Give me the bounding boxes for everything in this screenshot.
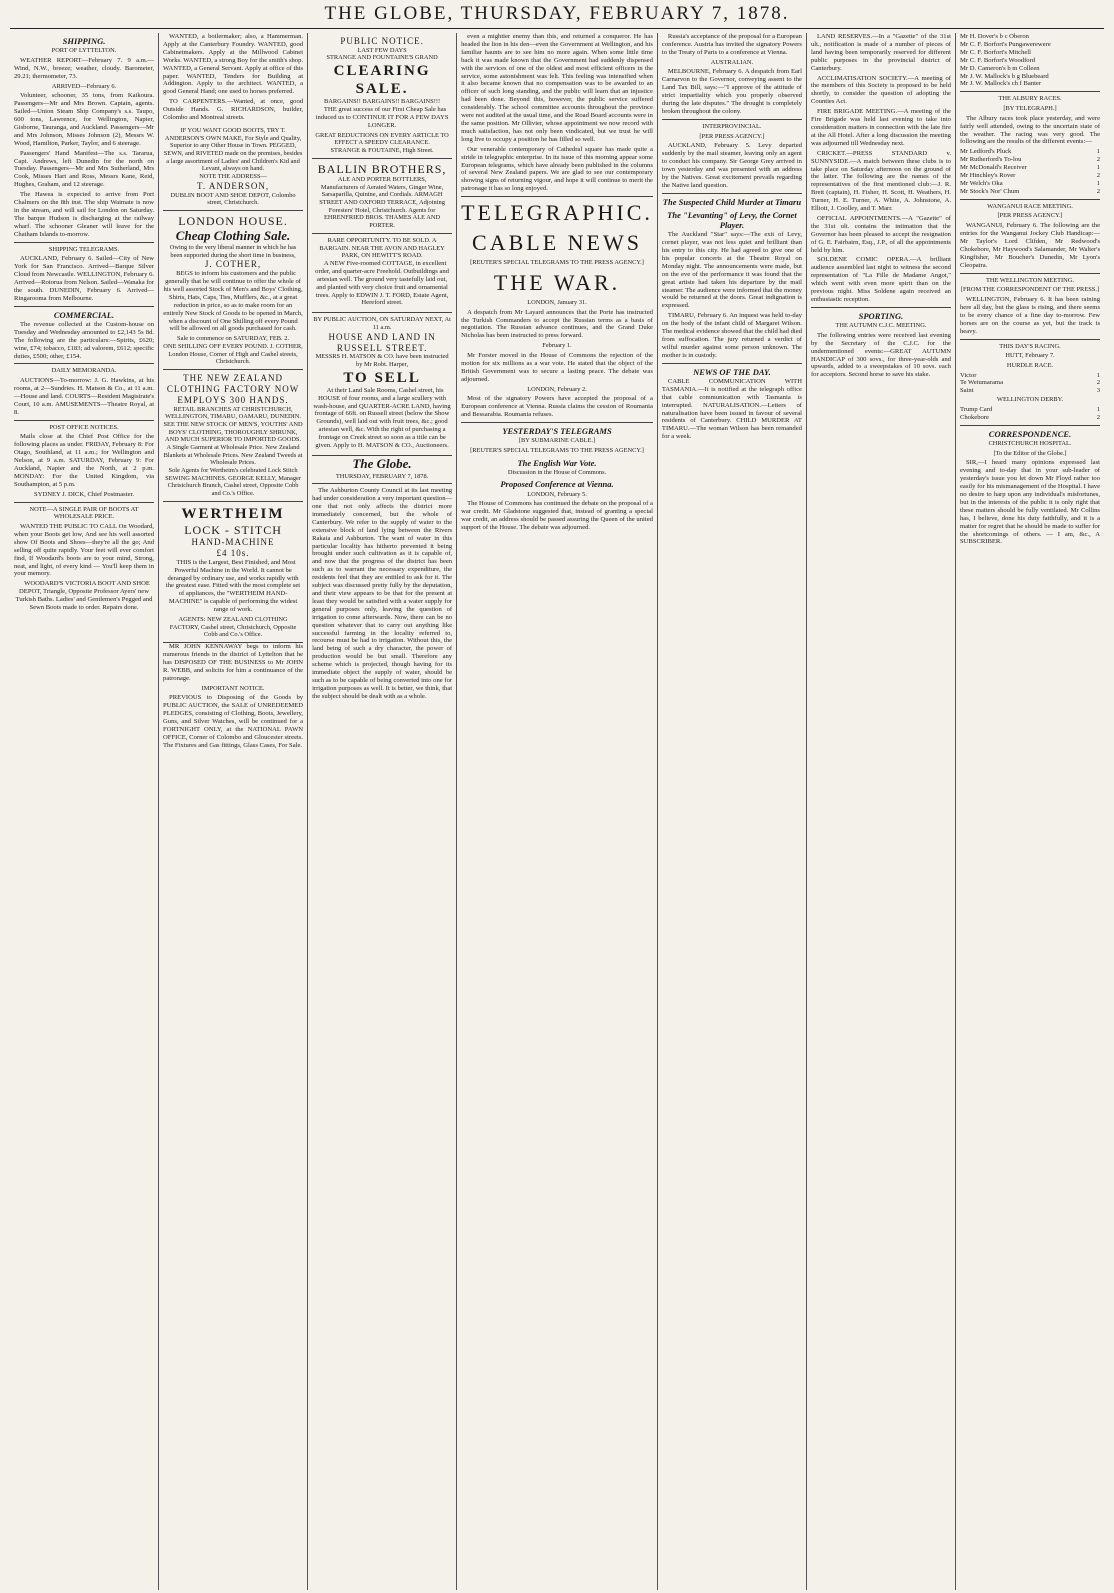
wertheim-ad: [163, 502, 303, 643]
london-house: LONDON HOUSE.: [178, 213, 288, 228]
boots-verse: WANTED THE PUBLIC TO CALL On Woodard, when your Boots get low, And see his well assorted show Of Boots and Shoes—they're all the go; And selling off quite rapidly. Your feet will ever comfort find, If Woodard's boots are to your mind, Strong, neat, and light, of every kind — You'll keep them in your memory.: [14, 522, 155, 578]
public-notice: PUBLIC NOTICE.: [340, 36, 424, 46]
clearing-sale: CLEARING SALE.: [333, 63, 431, 98]
shipping-telegrams-heading: SHIPPING TELEGRAMS.: [48, 245, 120, 253]
conference-dateline: LONDON, February 5.: [527, 490, 587, 498]
cother-name: J. COTHER,: [204, 259, 262, 270]
list-item: Mr C. F. Borfort's Woodford: [959, 56, 1036, 64]
column-3: [308, 33, 457, 1590]
sporting-heading: SPORTING.: [858, 310, 904, 321]
vote-heading: The English War Vote.: [517, 457, 597, 468]
shipping-heading: SHIPPING.: [62, 36, 106, 46]
column-2: [159, 33, 308, 1590]
nz-clothing-ad: [163, 370, 303, 502]
cheap-clothing: Cheap Clothing Sale.: [175, 228, 291, 244]
cother-intro: Owing to the very liberal manner in which he has been supported during the short time in business,: [169, 243, 297, 259]
list-item: Mr J. W. Mallock's b g Bluebeard: [959, 72, 1049, 80]
column-4: [457, 33, 658, 1590]
wertheim-agents: AGENTS: NEW ZEALAND CLOTHING FACTORY, Cashel street, Christchurch, Opposite Cobb and Co.'s Office.: [169, 616, 297, 639]
dublin-depot: DUBLIN BOOT AND SHOE DEPOT, Colombo street, Christchurch.: [170, 191, 296, 207]
post-office-heading: POST OFFICE NOTICES.: [49, 423, 119, 431]
acclimatisation: ACCLIMATISATION SOCIETY.—A meeting of the members of this Society is proposed to be held shortly, to consider the question of adopting the Counties Act.: [810, 74, 951, 106]
list-item: Mr Welch's Oka 1: [959, 179, 1101, 187]
wellington-credit: [FROM THE CORRESPONDENT OF THE PRESS.]: [960, 286, 1100, 294]
carpenters-ad: TO CARPENTERS.—Wanted, at once, good Outside Hands. G. RICHARDSON, builder, Colombo and Montreal streets.: [163, 98, 304, 122]
masthead: THE GLOBE, THURSDAY, FEBRUARY 7, 1878.: [10, 0, 1104, 29]
wanganui-credit: [PER PRESS AGENCY.]: [997, 212, 1063, 220]
branches: RETAIL BRANCHES AT CHRISTCHURCH, WELLINGTON, TIMARU, OAMARU, DUNEDIN.: [165, 405, 301, 421]
wertheim: WERTHEIM: [181, 505, 285, 522]
intercolonial-heading: INTERPROVINCIAL.: [702, 122, 762, 130]
post-office: Mails close at the Chief Post Office for the following places as under. FRIDAY, February 8: For Otago, Southland, at 11 a.m.; for Wellington and Nelson, at 9 a.m. SATURDAY, February 9: For Auckland, Napier and the North, at 2 p.m. MONDAY: For the United Kingdom, via Southampton, at 5 p.m.: [14, 433, 155, 488]
wanganui-heading: WANGANUI RACE MEETING.: [987, 202, 1073, 210]
handmachine: HAND-MACHINE: [191, 537, 275, 548]
wellington-heading: THE WELLINGTON MEETING.: [986, 276, 1074, 284]
austria-note: Russia's acceptance of the proposal for a European conference. Austria has invited the signatory Powers to the Treaty of Paris to a conference at Vienna.: [661, 33, 802, 56]
cother-foot: ONE SHILLING OFF EVERY POUND. J. COTHER, London House, Corner of High and Cashel streets, Christchurch.: [163, 343, 303, 366]
list-item: Saint 3: [959, 387, 1101, 395]
list-item: Mr Ledford's Pluck 1: [959, 148, 1101, 156]
cother-sale: Sale to commence on SATURDAY, FEB. 2.: [177, 335, 290, 343]
postmaster: SYDNEY J. DICK, Chief Postmaster.: [34, 490, 134, 498]
globe-title: The Globe.: [352, 455, 412, 471]
list-item: Mr McDonald's Receiver 1: [959, 164, 1101, 172]
ballin-body: Manufacturers of Aerated Waters, Ginger Wine, Sarsaparilla, Quinine, and Cordials. ARMAGH STREET AND OXFORD TERRACE, Adjoining Foresters' Hotel, Christchurch. Agents for EHRENFRIED BROS. THAMES ALE AND PORTER.: [319, 183, 445, 230]
yesterday-heading: YESTERDAY'S TELEGRAMS: [502, 426, 612, 437]
column-5: [658, 33, 807, 1590]
albury-heading: THE ALBURY RACES.: [998, 95, 1062, 103]
see-new-stock: SEE THE NEW STOCK OF MEN'S, YOUTHS' AND BOYS' CLOTHING, THOROUGHLY SHRUNK, AND MUCH SUPERIOR TO IMPORTED GOODS.: [163, 420, 303, 444]
todays-racing-heading: THIS DAY'S RACING.: [999, 342, 1061, 350]
war-dateline-1: LONDON, January 31.: [527, 298, 587, 306]
wertheim-price: £4 10s.: [216, 547, 250, 558]
cathedral-note: Our venerable contemporary of Cathedral square has made quite a stride in telegraphic enterprise. In its issue of this morning appear some European telegrams, which have already been published in the columns of several New Zealand papers. We are glad to see our contemporary showing signs of returning vigour, and hope it will continue to merit the patronage it has so long enjoyed.: [461, 145, 653, 193]
lockstitch: LOCK - STITCH: [184, 522, 282, 537]
boots-note: NOTE—A SINGLE PAIR OF BOOTS AT WHOLESALE PRICE.: [29, 505, 139, 521]
reuters-credit: [REUTER'S SPECIAL TELEGRAMS TO THE PRESS AGENCY.]: [470, 258, 644, 266]
firms: STRANGE AND FOUNTAINE'S GRAND: [326, 54, 438, 62]
list-item: Mr Rutherford's To-lou 2: [959, 156, 1101, 164]
conference-heading: Proposed Conference at Vienna.: [500, 479, 614, 490]
australian-heading: AUSTRALIAN.: [710, 58, 754, 66]
wellington-body: WELLINGTON, February 6. It has been raining here all day, but the glass is rising, and there seems to be every chance of a fine day to-morrow. Few horses are on the course as yet, but the track is heavy.: [959, 295, 1101, 335]
wholesale: A Single Garment at Wholesale Price. New Zealand Blankets at Wholesale Prices. New Zealand Tweeds at Wholesale Prices.: [163, 443, 303, 467]
levanting-heading: The "Levanting" of Levy, the Cornet Player.: [667, 209, 797, 231]
arrivals: Volunteer, schooner, 35 tons, from Kaikoura. Passengers—Mr and Mrs Brown. Captain, agents. Sailed—Union Steam Ship Company's s.s. Taupo, 600 tons, Lawrence, for Wellington, Napier, Gisborne, Tauranga, and Auckland. Passengers—Mr and Mrs Johnson, Misses Johnson (2), Messrs W. Wood, Hamilton, Parker, Taylor, and 6 steerage.: [14, 92, 155, 147]
weather-report: WEATHER REPORT—February 7. 9 a.m.—Wind, N.W., breeze; weather, cloudy. Barometer, 29.21; thermometer, 73.: [14, 56, 155, 80]
london-house-ad: [163, 211, 303, 370]
conference-body: The House of Commons has continued the debate on the proposal of a war credit. Mr Gladstone suggested that, instead of granting a special war credit, an address should be passed assuring the Queen of the united support of the House. The debate was adjourned.: [461, 500, 653, 532]
list-item: Victor 1: [959, 371, 1101, 379]
letter-body: SIR,—I heard many opinions expressed last evening and to-day that in your sub-leader of yesterday's issue you let down Mr Floyd rather too easily for his mismanagement of the Hospital. I have no desire to harp upon any individual's misfortunes, but in the interests of the public it is only right that these matters should be fully ventilated. Mr Collins has, I believe, done his duty faithfully, and it is a matter for regret that he should be made to suffer for the shortcomings of others. — I am, &c., A SUBSCRIBER.: [959, 459, 1101, 546]
important-body: PREVIOUS to Disposing of the Goods by PUBLIC AUCTION, the SALE of UNREDEEMED PLEDGES, consisting of Clothing, Boots, Jewellery, Guns, and Silver Watches, will be continued for a FORTNIGHT ONLY, at the NATIONAL PAWN OFFICE, Corner of Colombo and Gloucester streets. The Fixtures and Gas fittings, Glass Cases, For Sale.: [163, 694, 304, 749]
correspondence-heading: CORRESPONDENCE.: [988, 428, 1072, 439]
war-body-3: Most of the signatory Powers have accepted the proposal of a European conference at Vienna. Russia claims the cession of Roumania and Bessarabia. Roumania refuses.: [461, 395, 653, 419]
column-7: [956, 33, 1104, 1590]
discussion-heading: Discussion in the House of Commons.: [507, 468, 607, 476]
levy-body: The Auckland "Star" says:—The exit of Levy, cornet player, was not less quiet and brilliant than his entry to this city. He had agreed to give one of his popular concerts at the Theatre Royal on Monday night. The announcements were made, but on the eve of the performance it was found that the great artiste had taken his departure by the mail steamer. The audience were informed that the money would be returned at the doors. Great indignation is expressed.: [661, 231, 802, 310]
list-item: Mr D. Cameron's b m Colleen: [959, 64, 1040, 72]
official-appointments: OFFICIAL APPOINTMENTS.—A "Gazette" of the 31st ult. contains the intimation that the Governor has been pleased to accept the resignation of G. E. Fairbairn, Esq., J.P., of all the appointments held by him.: [810, 214, 951, 254]
cother-body: BEGS to inform his customers and the public generally that he will continue to offer the whole of his well assorted Stock of Men's and Boys' Clothing, Shirts, Hats, Caps, Ties, Mufflers, &c., at a great reduction in price, so as to make room for an entirely New Stock of Goods to be opened in March, when a discount of One Shilling off every Pound will be allowed on all goods purchased for cash.: [163, 270, 303, 333]
port-heading: PORT OF LYTTELTON.: [51, 47, 117, 55]
list-item: Chokebore 2: [959, 413, 1101, 421]
leader-article: The Ashburton County Council at its last meeting had under consideration a very important question—one that not only affects the district more immediately concerned, but the whole of Canterbury. We refer to the supply of water to the extensive block of land lying between the Rivers Rakaia and Ashburton. The want of water in this particular locality has hitherto prevented it being brought under such cultivation as it is capable of, and now that the progress of the district has been such as to warrant the necessary expenditure, the residents feel that they are entitled to ask for it. The subject was discussed pretty fully by the deputation, and their view appears to be that for the present at least they would be satisfied with a water supply for general purposes only, leaving the question of irrigation to come afterwards. Now, there can be no question whatever that to carry out anything like successful farming in the locality referred to, recourse must be had to irrigation. Without this, the land being of such a dry character, the power of production would be but small. Therefore any scheme which is projected, though having for its immediate object the supply of water, should be such as to be capable of being converted into one for irrigation purposes as well. It is better, we think, that the subject should be dealt with as a whole.: [312, 487, 453, 700]
war-dateline-3: LONDON, February 2.: [527, 385, 587, 393]
list-item: Mr C. F. Borfort's Mitchell: [959, 48, 1031, 56]
list-item: Mr H. Dover's b c Oberon: [959, 33, 1029, 40]
anderson-ad: [163, 124, 303, 211]
auckland-news: AUCKLAND, February 5. Levy departed suddenly by the mail steamer, leaving only an agent to conduct his company. Sir George Grey arrived in town yesterday and was presented with an address by the Natives. Great excitement prevails regarding the Native land question.: [661, 142, 802, 189]
autumn-body: The following entries were received last evening by the Secretary of the C.J.C. for the undermentioned events:—GREAT AUTUMN HANDICAP of 300 sovs., for three-year-olds and upwards, added to a sweepstakes of 10 sovs. each for acceptors. Second horse to save his stake.: [810, 331, 951, 379]
albury-credit: [BY TELEGRAPH.]: [1003, 105, 1057, 113]
leader-continued: even a mightier enemy than this, and returned a conqueror. He has headed the lion in his den—even the Government at Wellington, and his familiar haunts are to see him no more again. When some little time back it was made known that the Government had suddenly dispensed with the services of one of the oldest and most efficient officers in the service, some astonishment was felt. This feeling was intensified when it also became known that no compensation was to be awarded to an officer of such long standing, and the public will learn that an injustice had been done. Beyond this, however, the public service suffered considerably. The school committee accounts throughout the province were not audited at the usual time, and the Road Board accounts were in the same position. Mr Ollivier, whose appointment we now record with much satisfaction, has not only been vindicated, but we trust he will long live to occupy a position he has filled so well.: [461, 33, 653, 143]
house-land: HOUSE AND LAND IN RUSSELL STREET.: [328, 331, 436, 353]
kennaway-notice: MR JOHN KENNAWAY begs to inform his numerous friends in the district of Lyttelton that he has DISPOSED OF THE BUSINESS to Mr JOHN R. WEBB, and solicits for him a continuance of the patronage.: [163, 643, 304, 682]
list-item: Mr J. W. Mallock's ch f Banter: [959, 80, 1042, 88]
wanted-ads: WANTED, a boilermaker; also, a Hammerman. Apply at the Canterbury Foundry. WANTED, good Cabinetmakers. Apply at the Millwood Cabinet Works. WANTED, a strong Boy for the smith's shop. WANTED, a General Servant. Apply at office of this paper. WANTED, Tenders for Building at Addington. Apply to the architect. WANTED, a good General Hand; one used to horses preferred.: [163, 33, 304, 96]
hurdle-heading: HURDLE RACE.: [1006, 361, 1054, 369]
autumn-heading: THE AUTUMN C.J.C. MEETING.: [835, 322, 927, 330]
memoranda-heading: DAILY MEMORANDA.: [51, 367, 117, 375]
rare-body: A NEW Five-roomed COTTAGE, in excellent order, and quarter-acre Freehold. Outbuildings and artesian well. The ground very tastefully laid out, and planted with very choice fruit and ornamental trees. Apply to EDWIN J. T. FORD, Estate Agent, Hereford street.: [315, 259, 449, 307]
woodard-ad: WOODARD'S VICTORIA BOOT AND SHOE DEPOT, Triangle, Opposite Professor Ayers' new Turkish Baths. Ladies' and Gentlemen's Pegged and Sewn Boots made to order. Repairs done.: [15, 580, 153, 612]
anderson-name: T. ANDERSON,: [197, 180, 270, 191]
editor-line: [To the Editor of the Globe.]: [993, 449, 1067, 457]
wanganui-body: WANGANUI, February 6. The following are the entries for the Wanganui Jockey Club Handicap:—Mr Taylor's Lord Clifden, Mr Redwood's Chokebore, Mr Haywood's Salamander, Mr Walter's Kingfisher, Mr Boucher's Dunedin, Mr Lyon's Cleopatra.: [959, 222, 1101, 269]
auction-heading: BY PUBLIC AUCTION, ON SATURDAY NEXT, At 11 a.m.: [313, 316, 451, 332]
war-heading: THE WAR.: [493, 269, 621, 295]
wertheim-body: THIS is the Largest, Best Finished, and Most Powerful Machine in the World. It cannot be deranged by ordinary use, and works rapidly with the greatest ease. Fitted with the most complete set of appliances, the "WERTHEIM HAND-MACHINE" is capable of performing the widest range of work.: [165, 558, 301, 614]
last-days: LAST FEW DAYS: [357, 46, 407, 54]
melbourne: MELBOURNE, February 6. A despatch from Earl Carnarvon to the Governor, conveying assent to the Land Tax Bill, says:—"I approve of the attitude of strict impartiality which you properly observed during the late disputes." The drought is completely broken throughout the colony.: [661, 68, 802, 115]
ballin-brothers: BALLIN BROTHERS,: [317, 161, 447, 176]
war-body-2: Mr Forster moved in the House of Commons the rejection of the motion for six millions as a war vote. He stated that the object of the British Government was to secure a lasting peace. The debate was adjourned.: [461, 351, 653, 383]
land-reserves: LAND RESERVES.—In a "Gazette" of the 31st ult., notification is made of a number of pieces of land having been temporarily reserved for different public purposes in the provincial district of Canterbury.: [810, 33, 951, 72]
columns: [10, 33, 1104, 1590]
cable-news-heading: CABLE NEWS: [472, 229, 642, 255]
shipping-telegrams: AUCKLAND, February 6. Sailed—City of New York for San Francisco. Arrived—Barque Silver Cloud from Newcastle. WELLINGTON, February 6. Arrived—Rotorua from Nelson. Sailed—Wanaka for the south. DUNEDIN, February 6. Arrived—Ringarooma from Melbourne.: [14, 255, 155, 302]
list-item: Te Wetumarama 2: [959, 379, 1101, 387]
list-item: Mr Stock's Nor' Chum 2: [959, 187, 1101, 195]
rare-heading: RARE OPPORTUNITY. TO BE SOLD. A BARGAIN. NEAR THE AVON AND HAGLEY PARK, ON HEWITT'S ROAD.: [319, 236, 445, 260]
cricket: CRICKET.—PRESS STANDARD v. SUNNYSIDE.—A match between these clubs is to take place on Saturday afternoon on the ground of the latter. The following are the names of the representatives of the first mentioned club:—J. R. Brett (captain), H. Fisher, H. Scott, H. Weathers, H. Turner, H. E. Turner, A. White, A. Johnstone, A. Elliott, J. Coolley, and T. Marr.: [810, 149, 951, 213]
war-body-1: A despatch from Mr Layard announces that the Porte has instructed the Turkish Commanders to accept the Russian terms as a basis of negotiation. The Russian advance continues, and the Grand Duke Nicholas has been instructed to press forward.: [461, 308, 653, 340]
sewing-agents: Sole Agents for Wertheim's celebrated Lock Stitch SEWING MACHINES. GEORGE KELLY, Manager Christchurch Branch, Cashel street, Opposite Cobb and Co.'s Office.: [165, 467, 301, 498]
albury-body: The Albury races took place yesterday, and were fairly well attended, owing to the uncertain state of the weather. The racing was very good. The following are the results of the different events:—: [959, 114, 1101, 146]
timaru-body: TIMARU, February 6. An inquest was held to-day on the body of the infant child of Margaret Wilson. The medical evidence showed that the child had died from suffocation. The jury returned a verdict of wilful murder against some person unknown. The mother is in custody.: [661, 312, 802, 359]
shipping-news: The Hawea is expected to arrive from Port Chalmers on the 8th inst. The ship Waimate is now in the stream, and will sail for London on Saturday. The barque Hudson is discharging at the railway wharf. The schooner Gleaner will leave for the Chatham Islands to-morrow.: [14, 191, 155, 238]
war-dateline-2: February 1.: [542, 342, 572, 350]
albury-results: [960, 148, 1100, 195]
derby-heading: WELLINGTON DERBY.: [996, 396, 1064, 404]
soldene: SOLDENE COMIC OPERA.—A brilliant audience assembled last night to witness the second representation of "La Fille de Madame Angot," which went with even more spirit than on the previous night. Miss Soldene again received an enthusiastic reception.: [810, 256, 951, 303]
nz-clothing: THE NEW ZEALAND CLOTHING FACTORY NOW EMPLOYS 300 HANDS.: [166, 373, 300, 405]
reductions: GREAT REDUCTIONS ON EVERY ARTICLE TO EFFECT A SPEEDY CLEARANCE.: [315, 131, 449, 147]
matson-intro: MESSRS H. MATSON & CO. have been instructed by Mr Robt. Harper,: [315, 353, 449, 368]
telegraphic-heading: TELEGRAPHIC.: [461, 200, 653, 226]
news-of-day-heading: NEWS OF THE DAY.: [693, 366, 771, 377]
list-item: Trump Card 1: [959, 405, 1101, 413]
list-item: Mr C. F. Borfort's Pungawerewere: [959, 40, 1051, 48]
sf-foot: STRANGE & FOUTAINE, High Street.: [330, 146, 434, 154]
reuters-credit-2: [REUTER'S SPECIAL TELEGRAMS TO THE PRESS AGENCY.]: [470, 446, 644, 454]
fire-brigade: FIRE BRIGADE MEETING.—A meeting of the Fire Brigade was held last evening to take into consideration matters in connection with the late fire at the All Hotel. After a long discussion the meeting was adjourned till Wednesday next.: [810, 108, 951, 147]
hospital-heading: CHRISTCHURCH HOSPITAL.: [988, 439, 1072, 447]
arrived-heading: ARRIVED—February 6.: [51, 82, 117, 90]
memoranda: AUCTIONS—To-morrow: J. G. Hawkins, at his rooms, at 2—Sundries. H. Matson & Co., at 11 a.m.—House and land. COURTS—Resident Magistrate's Court, 10 a.m. AMUSEMENTS—Theatre Royal, at 8.: [14, 377, 155, 416]
press-agency: [PER PRESS AGENCY.]: [699, 132, 765, 140]
anderson-body: IF YOU WANT GOOD BOOTS, TRY T. ANDERSON'S OWN MAKE, For Style and Quality, Superior to any Other House in Town. PEGGED, SEWN, and RIVETED made on the premises, besides a large assortment of Ladies' and Children's Kid and Levant, always on hand.: [163, 126, 303, 173]
column-6: [807, 33, 956, 1590]
timaru-heading: The Suspected Child Murder at Timaru: [662, 196, 802, 207]
dateline: THURSDAY, FEBRUARY 7, 1878.: [335, 472, 429, 480]
clearing-body: THE great success of our First Cheap Sale has induced us to CONTINUE IT FOR A FEW DAYS LONGER.: [315, 105, 449, 129]
note-address: NOTE THE ADDRESS—: [199, 173, 267, 181]
ballin-ad: [312, 159, 452, 234]
news-of-day: CABLE COMMUNICATION WITH TASMANIA.—It is notified at the telegraph office that cable communication with Tasmania is interrupted. NATURALISATION.—Letters of naturalisation have been issued in favour of several residents of Canterbury. CHILD MURDER AT TIMARU.—The woman Wilson has been remanded for a week.: [661, 377, 802, 441]
hutt-dateline: HUTT, February 7.: [1005, 352, 1055, 360]
important-notice: IMPORTANT NOTICE.: [201, 684, 265, 692]
auction-ad: [312, 313, 452, 456]
matson-body: At their Land Sale Rooms, Cashel street, his HOUSE of four rooms, and a large scullery with wash-house, and QUARTER-ACRE LAND, having frontage of 66ft. on Russell street (below the Show Grounds), well laid out with fruit trees, &c.; good artesian well, &c. With the right of purchasing a frontage on Creek street so soon as a title can be given. Apply to H. MATSON & CO., Auctioneers.: [313, 386, 451, 450]
submarine-credit: [BY SUBMARINE CABLE.]: [518, 437, 596, 445]
list-item: Mr Hinchley's Rover 2: [959, 172, 1101, 180]
commercial-heading: COMMERCIAL.: [53, 309, 115, 320]
column-1: [10, 33, 159, 1590]
commercial: The revenue collected at the Custom-house on Tuesday and Wednesday amounted to £2,143 5s 8d. The following are the particulars:—Spirits, £620; wine, £74; tobacco, £183; ad valorem, £612; specific duties, £500; other, £154.: [14, 320, 155, 360]
clearing-sale-ad: [312, 33, 452, 159]
expected: Passengers' Hand Manifest—The s.s. Tararua, Capt. Andrews, left Dunedin for the north on Tuesday. Passengers—Mr and Mrs Sutherland, Mrs Cook, Misses Hart and Ross, Messrs Kane, Reid, Hughes, Graham, and 12 steerage.: [14, 149, 155, 189]
to-sell: TO SELL: [343, 369, 421, 386]
entries-list: [960, 33, 1100, 88]
ballin-ale: ALE AND PORTER BOTTLERS,: [337, 176, 427, 184]
rare-ad: [312, 234, 452, 314]
bargains: BARGAINS!! BARGAINS!! BARGAINS!!!: [324, 98, 441, 106]
